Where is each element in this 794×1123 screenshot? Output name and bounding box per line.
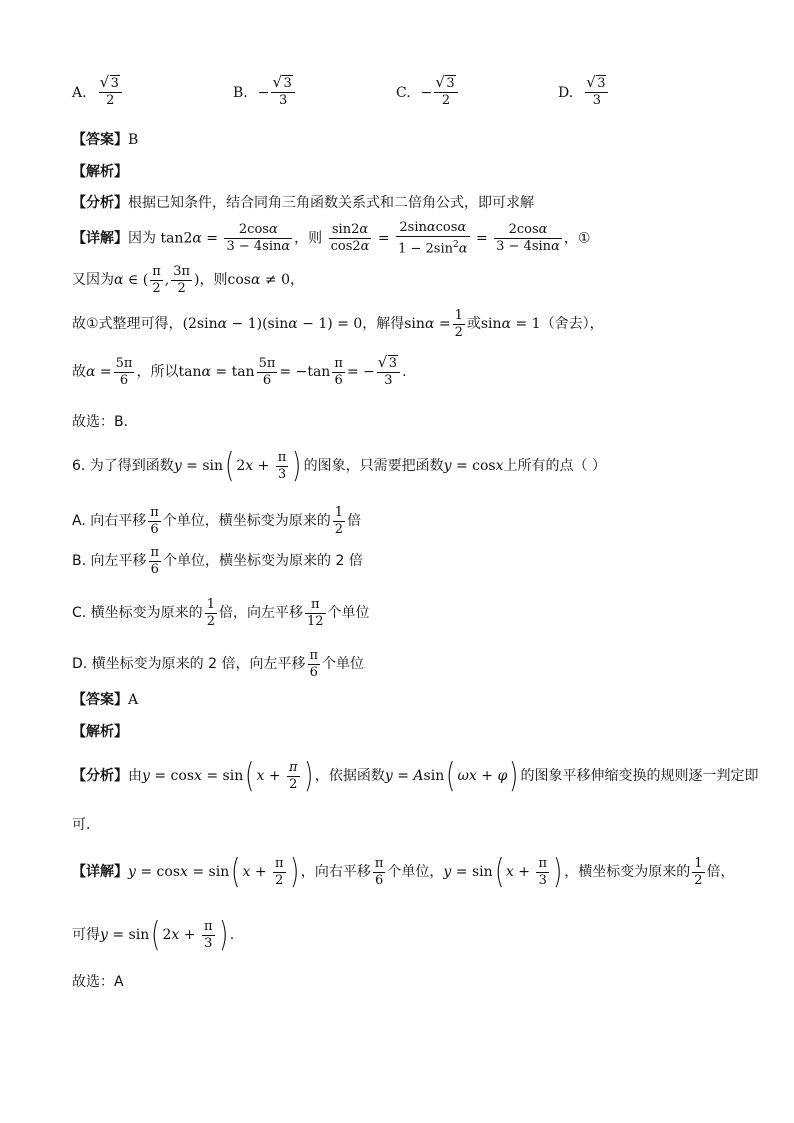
choice-b: [233, 76, 297, 109]
fraction: $\frac{2\cos\alpha}{3 - 4\sin\alpha}$: [226, 222, 291, 255]
detail-text: .: [402, 364, 407, 380]
detail-tag: 【详解】: [72, 230, 128, 247]
fraction: $\frac{5\pi}{6}$: [258, 355, 276, 388]
fraction: [434, 76, 457, 109]
fraction: $\frac{1}{2}$: [334, 504, 344, 537]
fraction: [271, 76, 294, 109]
q6-option-a: [72, 503, 361, 539]
answer-value: B: [128, 132, 139, 148]
choose-text: 故选：B．: [72, 414, 138, 430]
detail-text: 故: [72, 364, 86, 380]
fraction: [585, 76, 608, 109]
fraction: $\frac{\pi}{6}$: [309, 647, 319, 680]
option-text: 倍: [347, 513, 362, 529]
fraction: √ $\frac{3}{3}$: [377, 356, 400, 389]
detail-text: .: [229, 927, 235, 943]
option-text: C. 横坐标变为原来的: [72, 605, 203, 621]
q6-stem: 6. 为了得到函数y = sin( 2x + $\frac{\pi}{3}$ ) 的图象，只需要把函数y = cosx上所有的点（ ）: [72, 446, 606, 486]
option-text: 个单位，横坐标变为原来的 2 倍: [163, 553, 363, 569]
detail-text: 可得: [72, 927, 100, 943]
choice-sign: −: [420, 84, 433, 101]
option-text: 倍，向左平移: [218, 605, 303, 621]
stem-text: 的图象，只需要把函数: [303, 458, 444, 474]
fraction: $\frac{\pi}{12}$: [306, 596, 324, 629]
detail-text: ，向右平移: [300, 864, 371, 880]
answer-tag: 【答案】: [72, 692, 128, 708]
detail-text: 个单位，: [387, 864, 444, 880]
q6-fenxi-line: 【分析】由y = cosx = sin( x + $\frac{\pi}{2}$ ) ，依据函数y = Asin( ωx + φ) 的图象平移伸缩变换的规则逐一判定即: [72, 756, 759, 796]
radicand: 3: [446, 76, 455, 91]
fraction: $\frac{\pi}{2}$: [275, 855, 284, 888]
q6-option-b: [72, 543, 363, 579]
q6-analysis-heading: [72, 722, 128, 742]
q6-detail-line-2: 可得y = sin( 2x + $\frac{\pi}{3}$ ) .: [72, 915, 235, 955]
radicand: 3: [597, 76, 606, 91]
detail-text: 因为: [128, 230, 156, 247]
fenxi-text: 由: [128, 768, 142, 784]
choice-label: C.: [396, 84, 411, 101]
analysis-tag: 【解析】: [72, 724, 128, 740]
math-expr: (2sinα − 1)(sinα − 1) = 0: [182, 316, 363, 332]
fraction: $\frac{\pi}{6}$: [150, 544, 160, 577]
q5-fenxi-line: [72, 193, 534, 213]
choice-sign: −: [257, 84, 270, 101]
fraction: $\frac{1}{2}$: [694, 855, 703, 888]
fraction: $\frac{\pi}{6}$: [334, 355, 343, 388]
stem-text: 上所有的点（ ）: [503, 458, 606, 474]
math-expr: tanα = tan: [178, 364, 255, 380]
q6-choose-line: [72, 972, 124, 992]
fraction: $\frac{2\sin\alpha\cos\alpha}{1 - 2\sin^2\alpha}$: [398, 220, 468, 257]
q6-option-d: [72, 646, 364, 682]
detail-text: ，则: [199, 272, 228, 288]
choice-label: B.: [233, 84, 248, 101]
q5-answer-line: [72, 130, 138, 150]
q6-fenxi-line-2: [72, 815, 90, 835]
stem-text: 6. 为了得到函数: [72, 458, 174, 474]
choice-label: D.: [558, 84, 574, 101]
fraction: $\frac{\pi}{3}$: [277, 449, 287, 482]
detail-text: 倍，: [706, 864, 735, 880]
option-text: 个单位，横坐标变为原来的: [162, 513, 331, 529]
fenxi-tag: 【分析】: [72, 768, 128, 784]
q5-detail-line-2: 又因为α ∈ ( $\frac{\pi}{2}$ , $\frac{3\pi}{2}$ )，则cosα ≠ 0，: [72, 263, 304, 296]
answer-tag: 【答案】: [72, 132, 128, 148]
math-expr: α ∈ (: [114, 272, 149, 288]
math-expr: sinα =: [404, 316, 451, 332]
fraction: $\frac{\pi}{6}$: [150, 504, 159, 537]
choose-text: 故选：A: [72, 974, 124, 990]
detail-text: 故①式整理可得，: [72, 316, 183, 332]
detail-text: ，解得: [362, 316, 405, 332]
detail-text: 或: [466, 316, 481, 332]
math-expr: sinα = 1: [480, 316, 541, 332]
fraction: $\frac{5\pi}{6}$: [115, 355, 133, 388]
fraction: $\frac{3\pi}{2}$: [173, 263, 191, 296]
q5-detail-line-3: [72, 306, 604, 342]
detail-text: ，横坐标变为原来的: [564, 864, 691, 880]
math-expr: tan2α =: [160, 230, 219, 247]
fraction: $\frac{\pi}{3}$: [203, 918, 213, 951]
denominator: 2: [106, 93, 115, 108]
detail-text: ，则: [294, 230, 323, 247]
fenxi-text: 可.: [72, 817, 91, 833]
fraction: [99, 76, 122, 109]
answer-value: A: [128, 692, 139, 708]
denominator: 2: [441, 93, 451, 108]
q5-choose-line: [72, 412, 138, 432]
fraction: $\frac{2\cos\alpha}{3 - 4\sin\alpha}$: [496, 222, 560, 255]
fraction: $\frac{\pi}{2}$: [289, 759, 298, 792]
math-expr: cosα ≠ 0: [227, 272, 290, 288]
analysis-tag: 【解析】: [72, 164, 128, 180]
option-text: 个单位: [322, 656, 365, 672]
choice-label: A.: [72, 84, 87, 101]
option-text: D. 横坐标变为原来的 2 倍，向左平移: [72, 656, 306, 672]
detail-tag: 【详解】: [72, 864, 128, 880]
fenxi-text: 的图象平移伸缩变换的规则逐一判定即: [520, 768, 759, 784]
detail-text: 又因为: [72, 272, 114, 288]
q6-detail-line-1: 【详解】y = cosx = sin( x + $\frac{\pi}{2}$ ) ，向右平移 $\frac{\pi}{6}$ 个单位，y = sin( x + $\frac{\pi}{3}$ ) ，横坐标变为原来的 $\frac{1}{2}$ 倍，: [72, 852, 735, 892]
fraction: $\frac{1}{2}$: [454, 307, 463, 340]
q5-analysis-heading: [72, 162, 128, 182]
fraction: $\frac{\pi}{3}$: [538, 855, 547, 888]
radicand: 3: [110, 76, 119, 91]
q5-detail-line-1: 【详解】因为 tan2α = $\frac{2\cos\alpha}{3 - 4\sin\alpha}$ ，则 $\frac{\sin 2\alpha}{\cos 2\alpha}$ = $\frac{2\sin\alpha\cos\alpha}{1 - 2\sin^2\alpha}$ = $\frac{2\cos\alpha}{3 - 4\sin\alpha}$ ，①: [72, 220, 591, 257]
q6-answer-line: [72, 690, 138, 710]
fenxi-text: 根据已知条件，结合同角三角函数关系式和二倍角公式，即可求解: [128, 195, 534, 211]
detail-text: （舍去），: [540, 316, 604, 332]
fraction: $\frac{\sin 2\alpha}{\cos 2\alpha}$: [330, 222, 370, 255]
math-expr: y: [173, 458, 182, 474]
denominator: 3: [278, 93, 288, 108]
detail-text: ，所以: [136, 364, 179, 380]
denominator: 3: [592, 93, 601, 108]
math-expr: α =: [86, 364, 112, 380]
option-text: 个单位: [327, 605, 370, 621]
q5-detail-line-4: 故α = $\frac{5\pi}{6}$ ，所以tanα = tan $\frac{5\pi}{6}$ = −tan $\frac{\pi}{6}$ = − √ $\frac{3}{3}$ .: [72, 354, 407, 390]
fraction: $\frac{\pi}{2}$: [152, 263, 161, 296]
option-text: A. 向右平移: [72, 513, 147, 529]
fenxi-text: ，依据函数: [314, 768, 385, 784]
fraction: $\frac{\pi}{6}$: [374, 855, 384, 888]
q6-option-c: [72, 595, 370, 631]
fenxi-tag: 【分析】: [72, 195, 128, 211]
choice-a: [72, 76, 124, 109]
choice-c: [396, 76, 460, 109]
detail-text: ，①: [563, 230, 591, 247]
radicand: 3: [283, 76, 292, 91]
choice-d: [558, 76, 610, 109]
fraction: $\frac{1}{2}$: [206, 596, 215, 629]
option-text: B. 向左平移: [72, 553, 147, 569]
